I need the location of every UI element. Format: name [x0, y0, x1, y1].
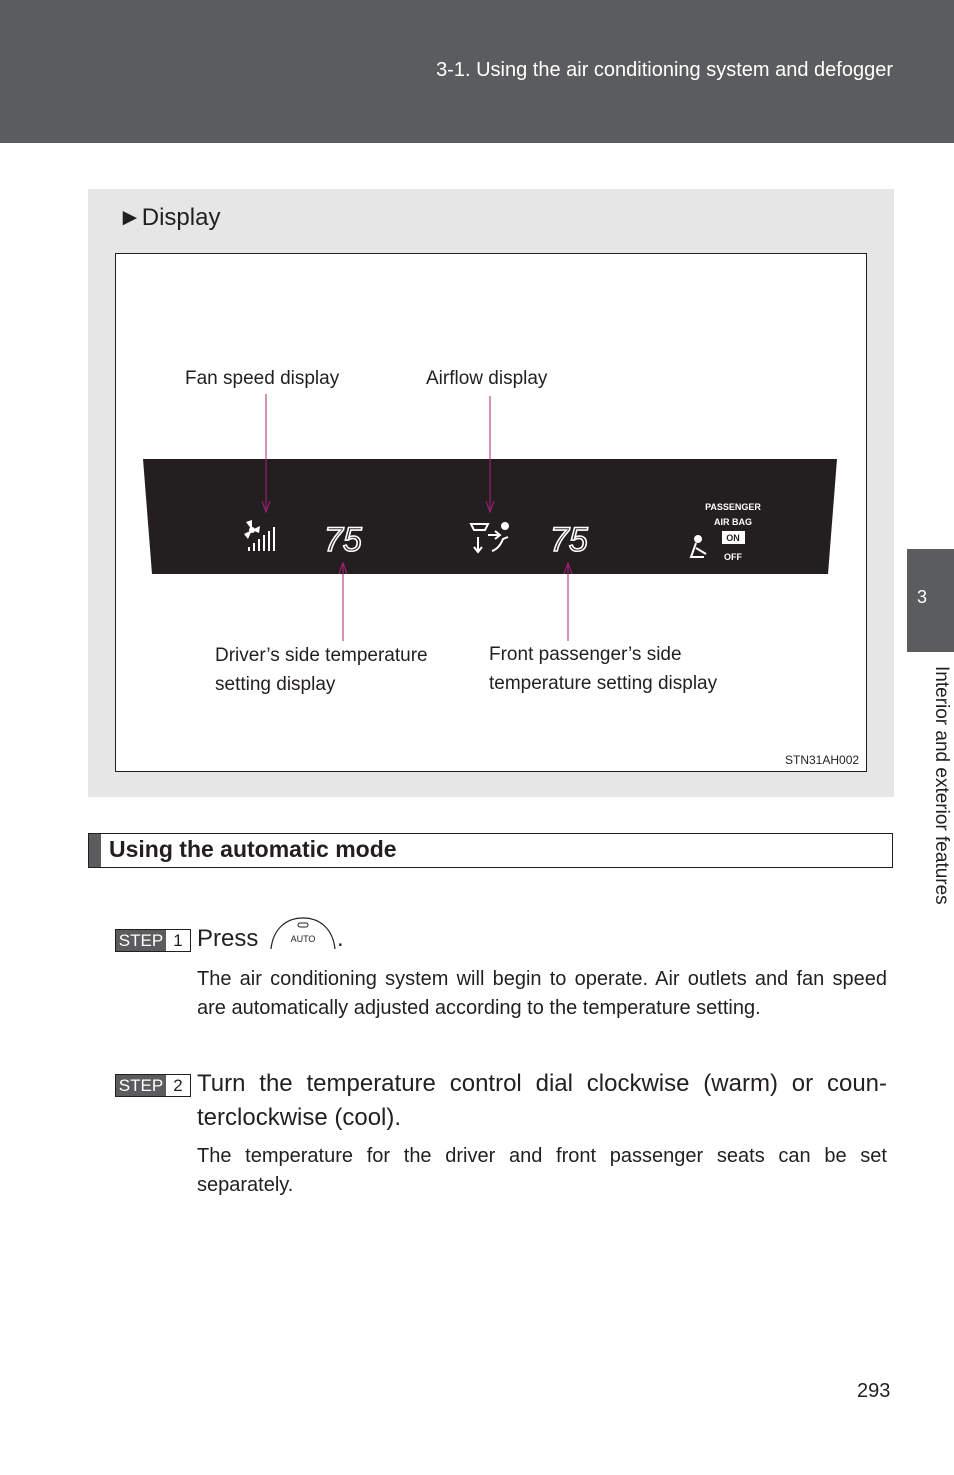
airbag-on-text: ON [726, 533, 740, 543]
step-1-word: STEP [116, 930, 166, 951]
airbag-off-text: OFF [724, 552, 742, 562]
step-1-badge [115, 929, 191, 952]
step-2-description: The temperature for the driver and front passenger seats can be set separately. [197, 1145, 887, 1196]
section-accent [89, 834, 101, 867]
step-2-badge [115, 1074, 191, 1097]
section-heading-bar [88, 833, 893, 868]
chapter-tab [907, 549, 954, 652]
airbag-label-line1: PASSENGER [705, 502, 761, 512]
auto-button-label: AUTO [290, 934, 316, 944]
airflow-callout: Airflow display [426, 368, 548, 389]
passenger-temp-readout: 75 [550, 521, 588, 559]
chapter-title: Interior and exterior features [931, 666, 952, 905]
display-figure [115, 253, 867, 772]
passenger-temp-callout-line2: temperature setting display [489, 673, 718, 694]
driver-temp-callout-line1: Driver’s side temperature [215, 645, 428, 666]
step-1-description: The air conditioning system will begin to operate. Air outlets and fan speed are automatically adjusted according to the temperature setting. [197, 968, 887, 1019]
passenger-temp-callout-line1: Front passenger’s side [489, 644, 682, 665]
step-2-instruction-line2: terclockwise (cool). [197, 1104, 402, 1131]
auto-button-icon [270, 916, 336, 950]
fan-speed-callout: Fan speed display [185, 368, 340, 389]
step-1-period: . [337, 925, 344, 952]
page-number: 293 [857, 1380, 891, 1402]
step-2-number: 2 [173, 1076, 183, 1095]
display-heading: ►Display [118, 204, 221, 231]
step-1-number: 1 [173, 931, 183, 950]
chapter-number: 3 [917, 587, 928, 607]
figure-code: STN31AH002 [785, 753, 860, 767]
step-2-word: STEP [116, 1075, 166, 1096]
section-header-title: 3-1. Using the air conditioning system and defogger [436, 59, 893, 81]
section-title: Using the automatic mode [109, 836, 397, 862]
driver-temp-readout: 75 [324, 521, 362, 559]
step-2-instruction-line1: Turn the temperature control dial clockwise (warm) or coun- [197, 1070, 887, 1097]
airbag-label-line2: AIR BAG [714, 517, 752, 527]
driver-temp-callout-line2: setting display [215, 674, 336, 695]
step-1-press-text: Press [197, 925, 259, 952]
